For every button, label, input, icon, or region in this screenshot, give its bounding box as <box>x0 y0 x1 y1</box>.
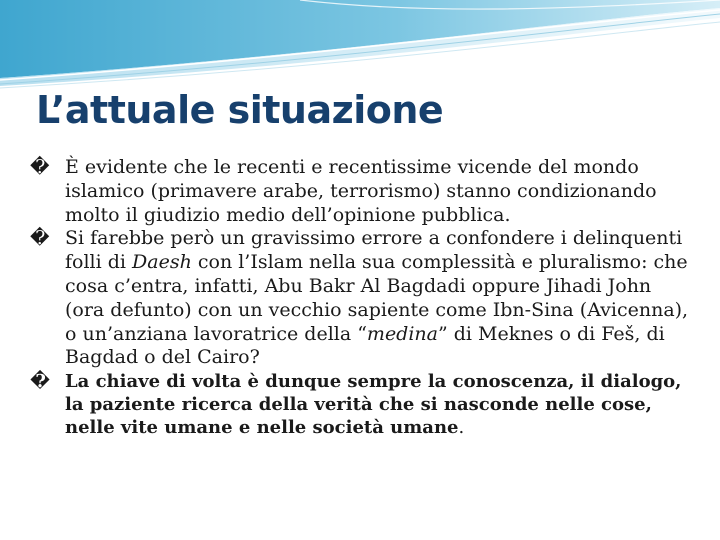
bullet-text: con l’Islam nella sua complessità e pluralismo: che cosa c’entra, infatti, Abu Bakr Al Bagdadi oppure Jihadi John (ora defunto) con un vecchio sapiente come Ibn-Sina (Avicenna), o un’anziana lavoratrice della “ <box>65 251 689 345</box>
slide-title: L’attuale situazione <box>36 88 444 132</box>
header-wave-decoration <box>0 0 720 90</box>
bullet-item-2 <box>30 227 694 370</box>
bullet-text: La chiave di volta è dunque sempre la conoscenza, il dialogo, la paziente ricerca della verità che si nasconde nelle cose, nelle vite umane e nelle società umane <box>65 371 682 439</box>
bullet-marker: � <box>30 227 50 250</box>
bullet-text: È evidente che le recenti e recentissime vicende del mondo islamico (primavere arabe, terrorismo) stanno condizionando molto il giudizio medio dell’opinione pubblica. <box>65 156 657 226</box>
bullet-text: Si farebbe però un gravissimo errore a confondere i delinquenti folli di <box>65 227 683 274</box>
bullet-text: ” di Meknes o di Feš, di Bagdad o del Cairo? <box>65 322 665 369</box>
bullet-tail: . <box>458 417 465 439</box>
bullet-item-3 <box>30 370 694 439</box>
bullet-emphasis: medina <box>366 322 438 345</box>
bullet-emphasis: Daesh <box>132 251 192 274</box>
bullet-marker: � <box>30 156 50 178</box>
wave-band-dark <box>0 0 720 78</box>
slide-body <box>30 156 694 439</box>
bullet-marker: � <box>30 371 51 393</box>
bullet-item-1 <box>30 156 694 227</box>
